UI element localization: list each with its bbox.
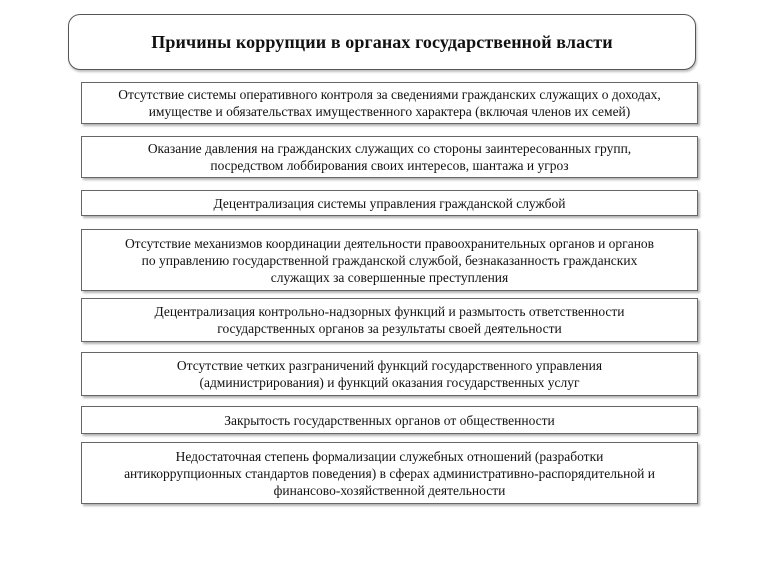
cause-box-6 — [81, 352, 698, 396]
cause-text-5: Децентрализация контрольно-надзорных функций и размытость ответственности государственных органов за результаты своей деятельности — [154, 304, 625, 336]
cause-box-5 — [81, 298, 698, 342]
cause-box-4 — [81, 229, 698, 291]
cause-text-8: Недостаточная степень формализации служебных отношений (разработки антикоррупционных стандартов поведения) в сферах административно-распорядительной и финансово-хозяйственной деятельности — [124, 448, 655, 498]
cause-text-2: Оказание давления на гражданских служащих со стороны заинтересованных групп, посредством лоббирования своих интересов, шантажа и угроз — [147, 141, 632, 173]
cause-text-1: Отсутствие системы оперативного контроля за сведениями гражданских служащих о доходах, имуществе и обязательствах имущественного характера (включая членов их семей) — [118, 87, 661, 119]
cause-box-7 — [81, 406, 698, 434]
diagram-title: Причины коррупции в органах государственной власти — [151, 31, 613, 52]
cause-box-8 — [81, 442, 698, 504]
cause-box-2 — [81, 136, 698, 178]
title-box — [68, 14, 696, 70]
cause-text-4: Отсутствие механизмов координации деятельности правоохранительных органов и органов по управлению государственной гражданской службой, безнаказанность гражданских служащих за совершенные преступления — [124, 235, 655, 285]
cause-text-6: Отсутствие четких разграничений функций государственного управления (администрирования) и функций оказания государственных услуг — [176, 358, 603, 390]
cause-text-3: Децентрализация системы управления гражданской службой — [213, 195, 566, 211]
cause-box-1 — [81, 82, 698, 124]
cause-box-3 — [81, 190, 698, 216]
cause-text-7: Закрытость государственных органов от общественности — [224, 412, 555, 428]
